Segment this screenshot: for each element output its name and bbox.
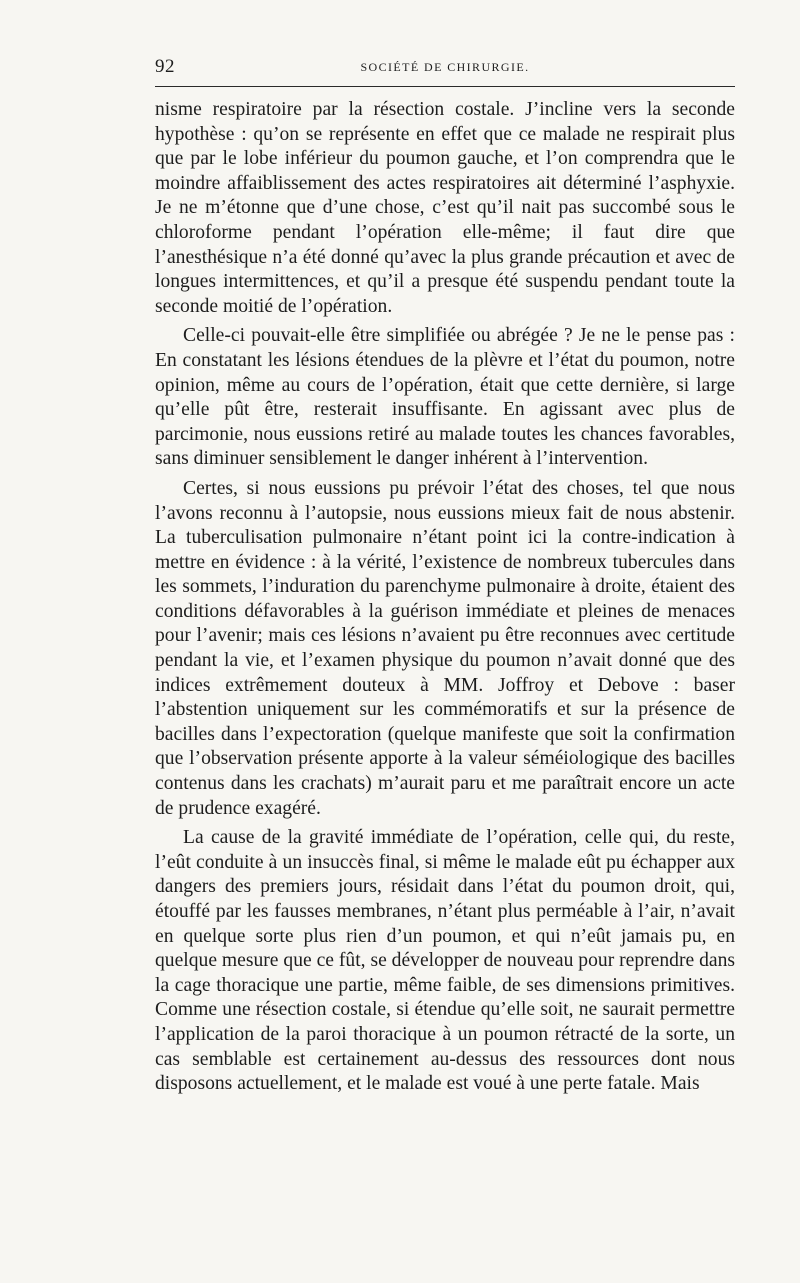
paragraph-continuation: nisme respiratoire par la résection costale. J’incline vers la seconde hypothèse : qu’on se représente en effet que ce malade ne respirait plus que par le lobe inférieur du poumon gauche, et l’on comprendra que le moindre affaiblissement des actes respiratoires ait déterminé l’asphyxie. Je ne m’étonne que d’une chose, c’est qu’il nait pas succombé sous le chloroforme pendant l’opération elle-même; il faut dire que l’anesthésique n’a été donné qu’avec la plus grande précaution et avec de longues intermittences, et qu’il a presque été suspendu pendant toute la seconde moitié de l’opération. bbox=[155, 99, 735, 317]
running-head bbox=[155, 56, 735, 82]
running-title: SOCIÉTÉ DE CHIRURGIE. bbox=[360, 60, 530, 74]
paragraph-simplification: Celle-ci pouvait-elle être simplifiée ou abrégée ? Je ne le pense pas : En constatant les lésions étendues de la plèvre et l’état du poumon, notre opinion, même au cours de l’opération, était que cette dernière, si large qu’elle pût être, resterait insuffisante. En agissant avec plus de parcimonie, nous eussions retiré au malade toutes les chances favorables, sans diminuer sensiblement le danger inhérent à l’intervention. bbox=[155, 325, 735, 470]
header-rule bbox=[155, 86, 735, 87]
body-text bbox=[155, 98, 735, 1102]
paragraph-autopsy: Certes, si nous eussions pu prévoir l’état des choses, tel que nous l’avons reconnu à l’autopsie, nous eussions mieux fait de nous abstenir. La tuberculisation pulmonaire n’étant point ici la contre-indication à mettre en évidence : à la vérité, l’existence de nombreux tubercules dans les sommets, l’induration du parenchyme pulmonaire à droite, étaient des conditions défavorables à la guérison immédiate et pleines de menaces pour l’avenir; mais ces lésions n’avaient pu être reconnues avec certitude pendant la vie, et l’examen physique du poumon n’avait donné que des indices extrêmement douteux à MM. Joffroy et Debove : baser l’abstention uniquement sur les commémoratifs et sur la présence de bacilles dans l’expectoration (quelque manifeste que soit la confirmation que l’observation présente apporte à la valeur séméiologique des bacilles contenus dans les crachats) m’aurait paru et me paraîtrait encore un acte de prudence exagéré. bbox=[155, 477, 735, 819]
paragraph-cause: La cause de la gravité immédiate de l’opération, celle qui, du reste, l’eût conduite à un insuccès final, si même le malade eût pu échapper aux dangers des premiers jours, résidait dans l’état du poumon droit, qui, étouffé par les fausses membranes, n’étant plus perméable à l’air, n’avait en quelque sorte plus rien d’un poumon, et qui n’eût jamais pu, en quelque mesure que ce fût, se développer de nouveau pour reprendre dans la cage thoracique une partie, même faible, de ses dimensions primitives. Comme une résection costale, si étendue qu’elle soit, ne saurait permettre l’application de la paroi thoracique à un poumon rétracté de la sorte, un cas semblable est certainement au-dessus des ressources dont nous disposons actuellement, et le malade est voué à une perte fatale. Mais bbox=[155, 827, 735, 1095]
page-number: 92 bbox=[155, 56, 175, 77]
